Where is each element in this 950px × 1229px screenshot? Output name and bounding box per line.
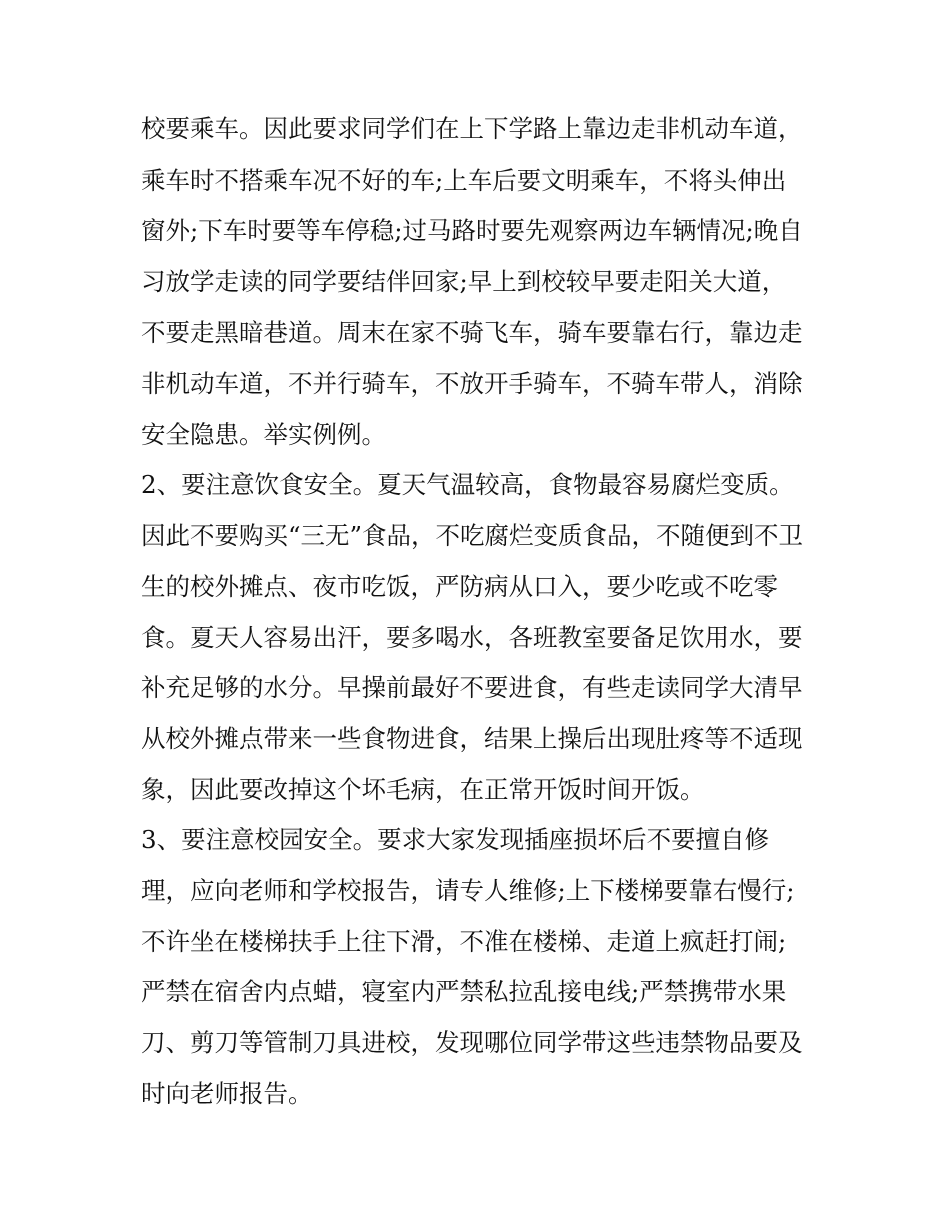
- text-line: 食。夏天人容易出汗，要多喝水，各班教室要备足饮用水，要: [141, 623, 803, 652]
- text-line: 不许坐在楼梯扶手上往下滑，不准在楼梯、走道上疯赶打闹;: [141, 927, 787, 956]
- text-line: 时向老师报告。: [141, 1079, 313, 1108]
- text-line: 2、要注意饮食安全。夏天气温较高，食物最容易腐烂变质。: [141, 470, 794, 499]
- text-line: 习放学走读的同学要结伴回家;早上到校较早要走阳关大道，: [141, 267, 787, 296]
- text-line: 严禁在宿舍内点蜡，寝室内严禁私拉乱接电线;严禁携带水果: [141, 977, 787, 1006]
- text-line: 生的校外摊点、夜市吃饭，严防病从口入，要少吃或不吃零: [141, 572, 778, 601]
- text-line: 从校外摊点带来一些食物进食，结果上操后出现肚疼等不适现: [141, 724, 803, 753]
- text-line: 因此不要购买“三无”食品，不吃腐烂变质食品，不随便到不卫: [141, 521, 804, 550]
- text-line: 象，因此要改掉这个坏毛病，在正常开饭时间开饭。: [141, 775, 705, 804]
- text-line: 补充足够的水分。早操前最好不要进食，有些走读同学大清早: [141, 673, 803, 702]
- text-line: 窗外;下车时要等车停稳;过马路时要先观察两边车辆情况;晚自: [141, 216, 803, 245]
- text-line: 3、要注意校园安全。要求大家发现插座损坏后不要擅自修: [141, 825, 770, 854]
- text-line: 不要走黑暗巷道。周末在家不骑飞车，骑车要靠右行，靠边走: [141, 318, 803, 347]
- text-line: 安全隐患。举实例例。: [141, 420, 386, 449]
- text-line: 校要乘车。因此要求同学们在上下学路上靠边走非机动车道，: [141, 114, 803, 143]
- text-line: 理，应向老师和学校报告，请专人维修;上下楼梯要靠右慢行;: [141, 876, 795, 905]
- text-line: 刀、剪刀等管制刀具进校，发现哪位同学带这些违禁物品要及: [141, 1028, 803, 1057]
- text-line: 非机动车道，不并行骑车，不放开手骑车，不骑车带人，消除: [141, 369, 803, 398]
- text-line: 乘车时不搭乘车况不好的车;上车后要文明乘车，不将头伸出: [141, 166, 787, 195]
